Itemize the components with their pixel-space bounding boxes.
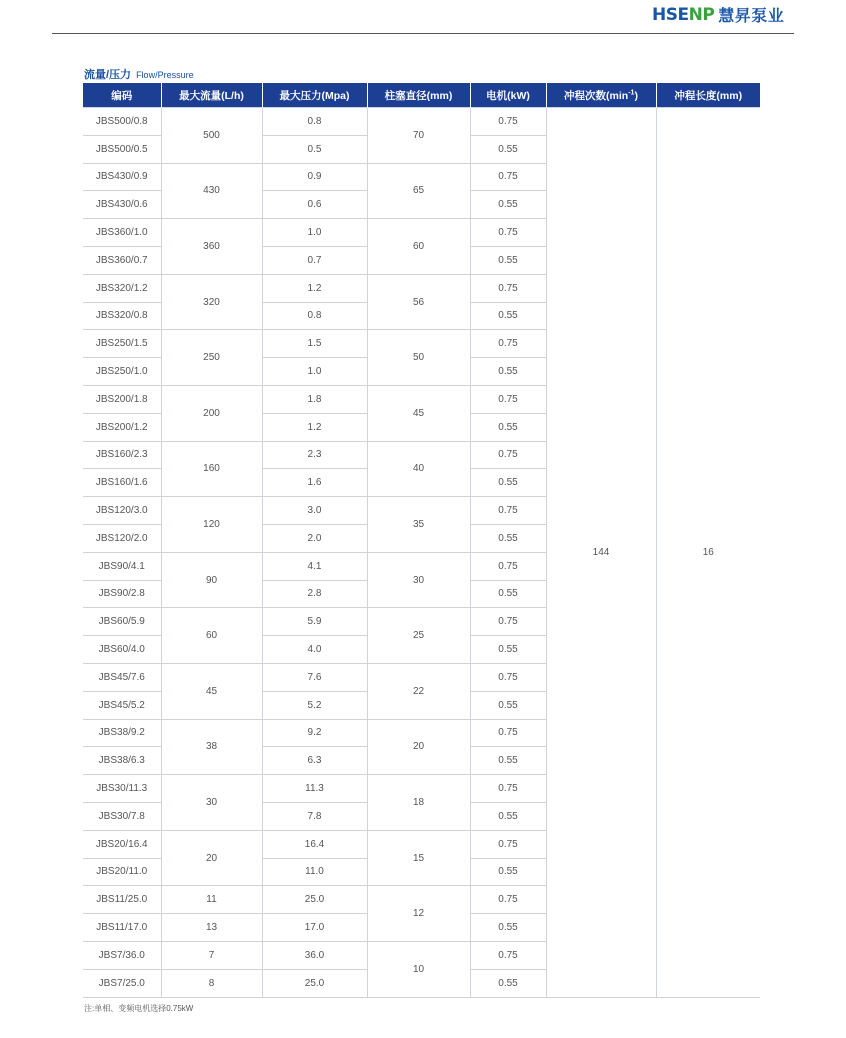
- cell-code: JBS38/6.3: [83, 747, 161, 775]
- header-stroke-freq: 冲程次数$(\min^{-1})$: [546, 83, 656, 108]
- cell-motor: 0.55: [470, 469, 546, 497]
- cell-pressure: 1.0: [262, 219, 367, 247]
- cell-pressure: 6.3: [262, 747, 367, 775]
- cell-motor: 0.55: [470, 524, 546, 552]
- cell-pressure: 0.8: [262, 302, 367, 330]
- cell-code: JBS160/1.6: [83, 469, 161, 497]
- cell-pressure: 1.8: [262, 385, 367, 413]
- cell-plunger: 25: [367, 608, 470, 664]
- cell-flow: 20: [161, 830, 262, 886]
- cell-pressure: 2.3: [262, 441, 367, 469]
- cell-motor: 0.55: [470, 802, 546, 830]
- cell-code: JBS430/0.6: [83, 191, 161, 219]
- cell-pressure: 1.2: [262, 413, 367, 441]
- header-stroke-len: 冲程长度(mm): [656, 83, 760, 108]
- cell-code: JBS20/16.4: [83, 830, 161, 858]
- cell-motor: 0.75: [470, 330, 546, 358]
- cell-pressure: 4.1: [262, 552, 367, 580]
- cell-pressure: 16.4: [262, 830, 367, 858]
- cell-pressure: 1.0: [262, 358, 367, 386]
- cell-motor: 0.75: [470, 274, 546, 302]
- cell-code: JBS160/2.3: [83, 441, 161, 469]
- cell-flow: 120: [161, 497, 262, 553]
- cell-plunger: 30: [367, 552, 470, 608]
- cell-plunger: 35: [367, 497, 470, 553]
- cell-flow: 11: [161, 886, 262, 914]
- cell-motor: 0.75: [470, 886, 546, 914]
- cell-plunger: 10: [367, 941, 470, 997]
- cell-plunger: 40: [367, 441, 470, 497]
- cell-motor: 0.75: [470, 775, 546, 803]
- cell-code: JBS360/0.7: [83, 246, 161, 274]
- cell-pressure: 5.2: [262, 691, 367, 719]
- cell-pressure: 0.8: [262, 108, 367, 136]
- cell-plunger: 22: [367, 663, 470, 719]
- cell-plunger: 15: [367, 830, 470, 886]
- cell-motor: 0.75: [470, 497, 546, 525]
- cell-flow: 320: [161, 274, 262, 330]
- cell-pressure: 4.0: [262, 636, 367, 664]
- cell-flow: 30: [161, 775, 262, 831]
- cell-motor: 0.55: [470, 691, 546, 719]
- cell-motor: 0.55: [470, 636, 546, 664]
- cell-code: JBS60/4.0: [83, 636, 161, 664]
- cell-code: JBS320/0.8: [83, 302, 161, 330]
- cell-flow: 13: [161, 914, 262, 942]
- cell-pressure: 7.8: [262, 802, 367, 830]
- cell-pressure: 11.3: [262, 775, 367, 803]
- cell-code: JBS500/0.5: [83, 135, 161, 163]
- table-row: [83, 108, 760, 136]
- company-logo: [652, 3, 784, 26]
- cell-flow: 160: [161, 441, 262, 497]
- cell-pressure: 3.0: [262, 497, 367, 525]
- cell-flow: 7: [161, 941, 262, 969]
- footnote: 注:单相、变频电机选择0.75kW: [84, 1004, 194, 1013]
- header-code: 编码: [83, 83, 161, 108]
- header-flow: 最大流量(L/h): [161, 83, 262, 108]
- cell-code: JBS250/1.5: [83, 330, 161, 358]
- cell-flow: 360: [161, 219, 262, 275]
- cell-code: JBS7/25.0: [83, 969, 161, 997]
- cell-code: JBS120/3.0: [83, 497, 161, 525]
- cell-code: JBS30/7.8: [83, 802, 161, 830]
- cell-pressure: 9.2: [262, 719, 367, 747]
- cell-code: JBS11/17.0: [83, 914, 161, 942]
- cell-code: JBS120/2.0: [83, 524, 161, 552]
- cell-code: JBS360/1.0: [83, 219, 161, 247]
- cell-plunger: 45: [367, 385, 470, 441]
- cell-motor: 0.75: [470, 663, 546, 691]
- cell-code: JBS7/36.0: [83, 941, 161, 969]
- cell-code: JBS38/9.2: [83, 719, 161, 747]
- cell-flow: 38: [161, 719, 262, 775]
- cell-pressure: 1.5: [262, 330, 367, 358]
- cell-pressure: 0.7: [262, 246, 367, 274]
- cell-pressure: 25.0: [262, 886, 367, 914]
- cell-pressure: 11.0: [262, 858, 367, 886]
- page-header: [0, 0, 846, 34]
- cell-flow: 250: [161, 330, 262, 386]
- cell-motor: 0.75: [470, 219, 546, 247]
- cell-code: JBS30/11.3: [83, 775, 161, 803]
- cell-motor: 0.55: [470, 246, 546, 274]
- spec-table: [83, 83, 760, 998]
- table-header-row: [83, 83, 760, 108]
- cell-motor: 0.75: [470, 941, 546, 969]
- logo-chinese-name: 慧昇泵业: [718, 6, 785, 25]
- cell-plunger: 60: [367, 219, 470, 275]
- cell-flow: 60: [161, 608, 262, 664]
- cell-code: JBS45/5.2: [83, 691, 161, 719]
- cell-plunger: 56: [367, 274, 470, 330]
- cell-flow: 500: [161, 108, 262, 164]
- cell-flow: 8: [161, 969, 262, 997]
- cell-pressure: 1.2: [262, 274, 367, 302]
- cell-flow: 90: [161, 552, 262, 608]
- cell-flow: 430: [161, 163, 262, 219]
- cell-motor: 0.55: [470, 580, 546, 608]
- header-pressure: 最大压力(Mpa): [262, 83, 367, 108]
- header-plunger: 柱塞直径(mm): [367, 83, 470, 108]
- cell-motor: 0.75: [470, 830, 546, 858]
- cell-code: JBS90/4.1: [83, 552, 161, 580]
- cell-motor: 0.75: [470, 385, 546, 413]
- cell-code: JBS500/0.8: [83, 108, 161, 136]
- cell-pressure: 17.0: [262, 914, 367, 942]
- cell-motor: 0.75: [470, 608, 546, 636]
- cell-pressure: 5.9: [262, 608, 367, 636]
- cell-stroke-len: 16: [656, 108, 760, 998]
- cell-motor: 0.55: [470, 969, 546, 997]
- cell-stroke-freq: 144: [546, 108, 656, 998]
- cell-plunger: 18: [367, 775, 470, 831]
- cell-plunger: 20: [367, 719, 470, 775]
- cell-pressure: 7.6: [262, 663, 367, 691]
- cell-code: JBS11/25.0: [83, 886, 161, 914]
- cell-plunger: 50: [367, 330, 470, 386]
- header-motor: 电机(kW): [470, 83, 546, 108]
- header-divider: [52, 33, 794, 34]
- cell-code: JBS320/1.2: [83, 274, 161, 302]
- cell-motor: 0.75: [470, 163, 546, 191]
- cell-motor: 0.55: [470, 413, 546, 441]
- cell-motor: 0.75: [470, 719, 546, 747]
- cell-plunger: 12: [367, 886, 470, 942]
- cell-plunger: 70: [367, 108, 470, 164]
- cell-motor: 0.55: [470, 914, 546, 942]
- section-title-cn: 流量/压力: [84, 69, 132, 81]
- cell-pressure: 36.0: [262, 941, 367, 969]
- cell-pressure: 2.0: [262, 524, 367, 552]
- cell-motor: 0.55: [470, 358, 546, 386]
- table-body: [83, 108, 760, 998]
- cell-code: JBS20/11.0: [83, 858, 161, 886]
- cell-motor: 0.55: [470, 858, 546, 886]
- cell-flow: 45: [161, 663, 262, 719]
- cell-code: JBS45/7.6: [83, 663, 161, 691]
- cell-code: JBS430/0.9: [83, 163, 161, 191]
- cell-flow: 200: [161, 385, 262, 441]
- cell-motor: 0.55: [470, 191, 546, 219]
- cell-pressure: 0.6: [262, 191, 367, 219]
- cell-code: JBS200/1.2: [83, 413, 161, 441]
- cell-motor: 0.55: [470, 302, 546, 330]
- section-title: [84, 66, 194, 82]
- cell-motor: 0.75: [470, 441, 546, 469]
- cell-pressure: 0.5: [262, 135, 367, 163]
- cell-code: JBS90/2.8: [83, 580, 161, 608]
- cell-motor: 0.55: [470, 135, 546, 163]
- cell-code: JBS200/1.8: [83, 385, 161, 413]
- cell-code: JBS60/5.9: [83, 608, 161, 636]
- cell-motor: 0.75: [470, 108, 546, 136]
- logo-wordmark: HSENP: [652, 4, 715, 25]
- cell-pressure: 0.9: [262, 163, 367, 191]
- cell-motor: 0.55: [470, 747, 546, 775]
- section-title-en: Flow/Pressure: [136, 70, 194, 80]
- cell-pressure: 2.8: [262, 580, 367, 608]
- cell-pressure: 25.0: [262, 969, 367, 997]
- cell-plunger: 65: [367, 163, 470, 219]
- cell-motor: 0.75: [470, 552, 546, 580]
- cell-code: JBS250/1.0: [83, 358, 161, 386]
- cell-pressure: 1.6: [262, 469, 367, 497]
